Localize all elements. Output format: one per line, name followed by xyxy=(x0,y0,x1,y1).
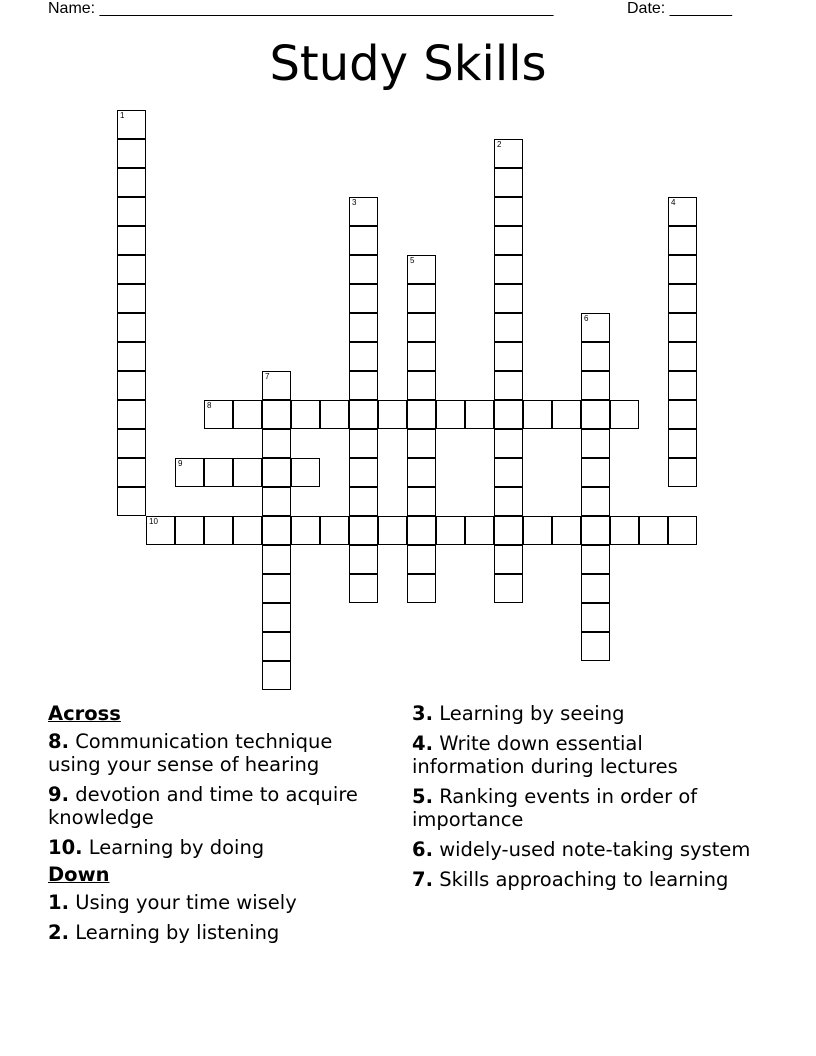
clue-across-10 xyxy=(48,836,378,859)
grid-cell[interactable] xyxy=(233,458,262,487)
clue-text: Skills approaching to learning xyxy=(439,868,729,891)
grid-cell[interactable] xyxy=(407,516,436,545)
grid-cell[interactable] xyxy=(465,516,494,545)
grid-cell[interactable] xyxy=(581,313,610,342)
grid-cell[interactable] xyxy=(668,313,697,342)
grid-cell[interactable] xyxy=(262,516,291,545)
grid-cell[interactable] xyxy=(494,342,523,371)
grid-cell[interactable] xyxy=(233,516,262,545)
grid-cell[interactable] xyxy=(552,516,581,545)
grid-cell[interactable] xyxy=(349,342,378,371)
grid-cell[interactable] xyxy=(117,400,146,429)
grid-cell[interactable] xyxy=(349,487,378,516)
grid-cell[interactable] xyxy=(262,487,291,516)
grid-cell[interactable] xyxy=(494,168,523,197)
grid-cell[interactable] xyxy=(581,545,610,574)
grid-cell[interactable] xyxy=(407,255,436,284)
grid-cell[interactable] xyxy=(291,400,320,429)
grid-cell[interactable] xyxy=(175,458,204,487)
clue-number: 2. xyxy=(48,921,69,944)
grid-cell[interactable] xyxy=(581,458,610,487)
grid-cell[interactable] xyxy=(117,168,146,197)
grid-cell[interactable] xyxy=(494,429,523,458)
grid-cell[interactable] xyxy=(262,545,291,574)
grid-cell[interactable] xyxy=(262,400,291,429)
grid-cell[interactable] xyxy=(204,458,233,487)
grid-cell[interactable] xyxy=(378,400,407,429)
grid-cell[interactable] xyxy=(668,371,697,400)
grid-cell[interactable] xyxy=(320,400,349,429)
clue-text: Learning by doing xyxy=(88,836,265,859)
grid-cell[interactable] xyxy=(407,313,436,342)
grid-cell[interactable] xyxy=(117,458,146,487)
date-field[interactable]: Date: _______ xyxy=(627,0,732,17)
grid-cell[interactable] xyxy=(494,371,523,400)
clue-number: 4. xyxy=(412,732,433,755)
grid-cell[interactable] xyxy=(349,429,378,458)
grid-cell[interactable] xyxy=(494,197,523,226)
grid-cell[interactable] xyxy=(668,255,697,284)
cell-number: 4 xyxy=(671,198,676,207)
grid-cell[interactable] xyxy=(407,574,436,603)
grid-cell[interactable] xyxy=(204,516,233,545)
grid-cell[interactable] xyxy=(668,197,697,226)
clue-text: Learning by listening xyxy=(75,921,280,944)
grid-cell[interactable] xyxy=(610,516,639,545)
grid-cell[interactable] xyxy=(668,429,697,458)
grid-cell[interactable] xyxy=(407,545,436,574)
grid-cell[interactable] xyxy=(552,400,581,429)
grid-cell[interactable] xyxy=(407,487,436,516)
cell-number: 5 xyxy=(410,256,415,265)
clue-down-3 xyxy=(412,702,752,725)
grid-cell[interactable] xyxy=(262,458,291,487)
grid-cell[interactable] xyxy=(494,545,523,574)
clue-text: widely-used note-taking system xyxy=(439,838,751,861)
grid-cell[interactable] xyxy=(668,342,697,371)
grid-cell[interactable] xyxy=(639,516,668,545)
grid-cell[interactable] xyxy=(117,487,146,516)
grid-cell[interactable] xyxy=(436,400,465,429)
grid-cell[interactable] xyxy=(291,516,320,545)
clue-down-7 xyxy=(412,868,752,891)
grid-cell[interactable] xyxy=(117,429,146,458)
clue-across-9 xyxy=(48,783,378,829)
grid-cell[interactable] xyxy=(291,458,320,487)
grid-cell[interactable] xyxy=(494,400,523,429)
clues-column-right xyxy=(412,702,752,898)
grid-cell[interactable] xyxy=(117,226,146,255)
clue-text: Communication technique using your sense of hearing xyxy=(48,730,333,776)
grid-cell[interactable] xyxy=(349,255,378,284)
grid-cell[interactable] xyxy=(233,400,262,429)
grid-cell[interactable] xyxy=(349,226,378,255)
grid-cell[interactable] xyxy=(407,371,436,400)
cell-number: 3 xyxy=(352,198,357,207)
grid-cell[interactable] xyxy=(117,284,146,313)
grid-cell[interactable] xyxy=(581,371,610,400)
grid-cell[interactable] xyxy=(465,400,494,429)
grid-cell[interactable] xyxy=(494,313,523,342)
cell-number: 10 xyxy=(149,517,158,526)
grid-cell[interactable] xyxy=(494,226,523,255)
clue-number: 1. xyxy=(48,891,69,914)
clue-text: Ranking events in order of importance xyxy=(412,785,698,831)
clue-number: 3. xyxy=(412,702,433,725)
clue-number: 8. xyxy=(48,730,69,753)
grid-cell[interactable] xyxy=(581,400,610,429)
clue-down-4 xyxy=(412,732,752,778)
clue-number: 6. xyxy=(412,838,433,861)
grid-cell[interactable] xyxy=(668,516,697,545)
grid-cell[interactable] xyxy=(436,516,465,545)
grid-cell[interactable] xyxy=(117,371,146,400)
clue-down-6 xyxy=(412,838,752,861)
grid-cell[interactable] xyxy=(494,487,523,516)
grid-cell[interactable] xyxy=(668,400,697,429)
grid-cell[interactable] xyxy=(320,516,349,545)
cell-number: 9 xyxy=(178,459,183,468)
clue-number: 5. xyxy=(412,785,433,808)
grid-cell[interactable] xyxy=(262,603,291,632)
grid-cell[interactable] xyxy=(407,284,436,313)
grid-cell[interactable] xyxy=(262,574,291,603)
grid-cell[interactable] xyxy=(581,487,610,516)
clue-number: 7. xyxy=(412,868,433,891)
grid-cell[interactable] xyxy=(407,342,436,371)
grid-cell[interactable] xyxy=(610,400,639,429)
down-heading: Down xyxy=(48,863,110,886)
grid-cell[interactable] xyxy=(349,516,378,545)
grid-cell[interactable] xyxy=(204,400,233,429)
clue-down-1 xyxy=(48,891,378,914)
grid-cell[interactable] xyxy=(117,255,146,284)
clue-text: Using your time wisely xyxy=(75,891,297,914)
grid-cell[interactable] xyxy=(494,284,523,313)
grid-cell[interactable] xyxy=(407,429,436,458)
grid-cell[interactable] xyxy=(494,139,523,168)
grid-cell[interactable] xyxy=(262,429,291,458)
grid-cell[interactable] xyxy=(262,371,291,400)
clue-text: devotion and time to acquire knowledge xyxy=(48,783,358,829)
grid-cell[interactable] xyxy=(117,139,146,168)
grid-cell[interactable] xyxy=(407,400,436,429)
grid-cell[interactable] xyxy=(668,458,697,487)
grid-cell[interactable] xyxy=(117,197,146,226)
grid-cell[interactable] xyxy=(581,574,610,603)
cell-number: 7 xyxy=(265,372,270,381)
grid-cell[interactable] xyxy=(349,400,378,429)
grid-cell[interactable] xyxy=(349,545,378,574)
clue-down-2 xyxy=(48,921,378,944)
clue-text: Write down essential information during lectures xyxy=(412,732,678,778)
grid-cell[interactable] xyxy=(349,313,378,342)
grid-cell[interactable] xyxy=(668,226,697,255)
grid-cell[interactable] xyxy=(349,284,378,313)
grid-cell[interactable] xyxy=(523,516,552,545)
grid-cell[interactable] xyxy=(581,342,610,371)
clue-text: Learning by seeing xyxy=(439,702,625,725)
grid-cell[interactable] xyxy=(581,429,610,458)
grid-cell[interactable] xyxy=(494,574,523,603)
clue-down-5 xyxy=(412,785,752,831)
cell-number: 2 xyxy=(497,140,502,149)
page-title: Study Skills xyxy=(269,36,547,92)
grid-cell[interactable] xyxy=(262,661,291,690)
grid-cell[interactable] xyxy=(349,371,378,400)
grid-cell[interactable] xyxy=(407,458,436,487)
clue-number: 9. xyxy=(48,783,69,806)
cell-number: 8 xyxy=(207,401,212,410)
grid-cell[interactable] xyxy=(494,255,523,284)
name-field[interactable]: Name: ___________________________________________________ xyxy=(48,0,554,17)
cell-number: 1 xyxy=(120,111,125,120)
grid-cell[interactable] xyxy=(262,632,291,661)
clues-column-left xyxy=(48,702,378,951)
grid-cell[interactable] xyxy=(146,516,175,545)
grid-cell[interactable] xyxy=(117,110,146,139)
grid-cell[interactable] xyxy=(175,516,204,545)
clue-across-8 xyxy=(48,730,378,776)
grid-cell[interactable] xyxy=(494,516,523,545)
grid-cell[interactable] xyxy=(349,458,378,487)
grid-cell[interactable] xyxy=(668,284,697,313)
grid-cell[interactable] xyxy=(523,400,552,429)
grid-cell[interactable] xyxy=(378,516,407,545)
grid-cell[interactable] xyxy=(117,342,146,371)
grid-cell[interactable] xyxy=(349,574,378,603)
cell-number: 6 xyxy=(584,314,589,323)
grid-cell[interactable] xyxy=(349,197,378,226)
grid-cell[interactable] xyxy=(581,632,610,661)
grid-cell[interactable] xyxy=(117,313,146,342)
grid-cell[interactable] xyxy=(581,603,610,632)
grid-cell[interactable] xyxy=(581,516,610,545)
grid-cell[interactable] xyxy=(494,458,523,487)
across-heading: Across xyxy=(48,702,121,725)
clue-number: 10. xyxy=(48,836,83,859)
